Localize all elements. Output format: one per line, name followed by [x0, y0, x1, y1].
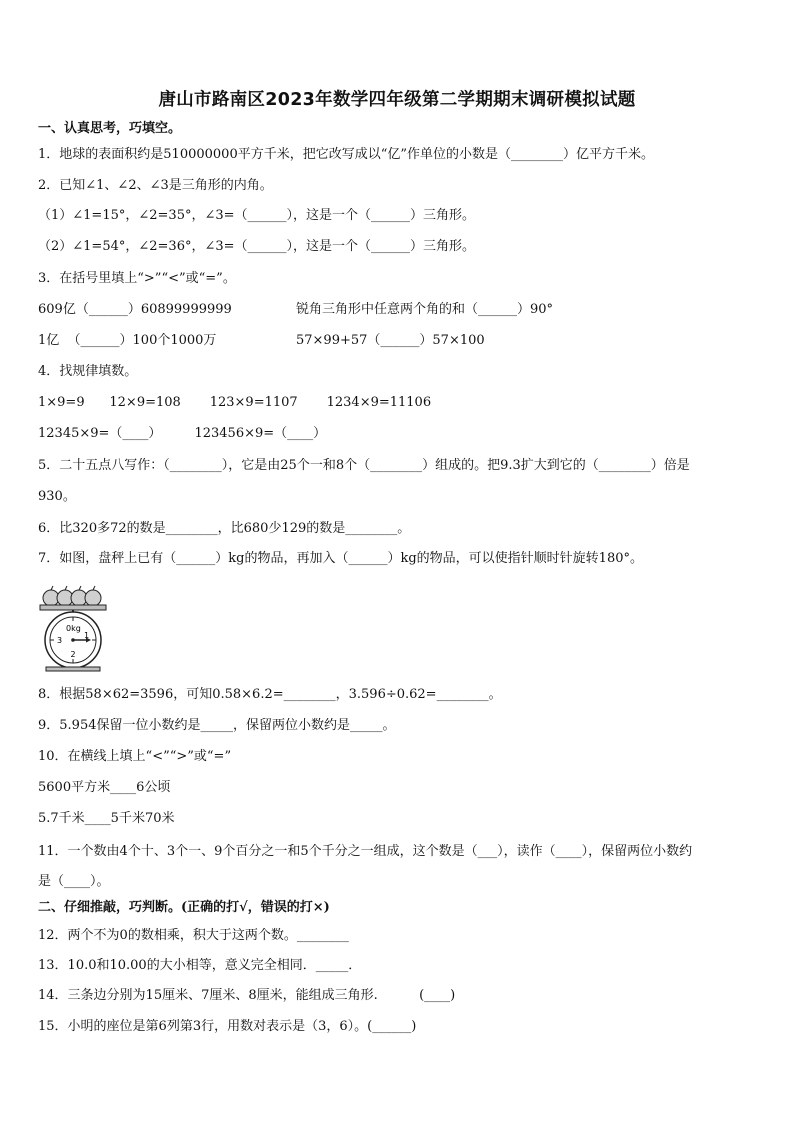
question-3-item-d: 57×99+57（______）57×100	[296, 333, 485, 348]
question-4-stem: 4．找规律填数。	[38, 364, 138, 379]
page-title: 唐山市路南区2023年数学四年级第二学期期末调研模拟试题	[158, 90, 636, 110]
question-3-item-b: 锐角三角形中任意两个角的和（______）90°	[296, 302, 554, 317]
question-3-item-c: 1亿 （______）100个1000万	[38, 333, 217, 348]
section-two-heading: 二、仔细推敲，巧判断。(正确的打√，错误的打×)	[38, 900, 330, 915]
scale-illustration	[36, 583, 116, 675]
question-13: 13．10.0和10.00的大小相等，意义完全相同．_____．	[38, 958, 362, 973]
question-2-stem: 2．已知∠1、∠2、∠3是三角形的内角。	[38, 178, 273, 193]
question-2-part-2: （2）∠1=54°，∠2=36°，∠3=（______），这是一个（______）三角形。	[38, 239, 476, 254]
question-7: 7．如图，盘秤上已有（______）kg的物品，再加入（______）kg的物品，可以使指针顺时针旋转180°。	[38, 551, 643, 566]
question-11-line-2: 是（____）。	[38, 874, 110, 889]
question-1: 1．地球的表面积约是510000000平方千米，把它改写成以“亿”作单位的小数是（________）亿平方千米。	[38, 147, 655, 162]
question-9: 9．5.954保留一位小数约是_____，保留两位小数约是_____。	[38, 718, 396, 733]
pan-scale-figure	[36, 583, 116, 675]
question-5-line-1: 5．二十五点八写作：（________），它是由25个一和8个（________）组成的。把9.3扩大到它的（________）倍是	[38, 458, 690, 473]
scale-unit-label: 0kg	[66, 624, 81, 633]
question-3-stem: 3．在括号里填上“>”“<”或“=”。	[38, 271, 236, 286]
section-one-heading: 一、认真思考，巧填空。	[38, 121, 182, 136]
question-4-row-1: 1×9=9 12×9=108 123×9=1107 1234×9=11106	[38, 395, 432, 410]
question-6: 6．比320多72的数是________，比680少129的数是________。	[38, 521, 411, 536]
scale-mark-right: 1	[84, 631, 90, 640]
question-10-item-a: 5600平方米____6公顷	[38, 780, 171, 795]
question-12: 12．两个不为0的数相乘，积大于这两个数。________	[38, 928, 349, 943]
question-3-item-a: 609亿（______）60899999999	[38, 302, 232, 317]
question-8: 8．根据58×62=3596，可知0.58×6.2=________，3.596÷0.62=________。	[38, 687, 502, 702]
question-5-line-2: 930。	[38, 489, 76, 504]
question-4-row-2: 12345×9=（____） 123456×9=（____）	[38, 426, 327, 441]
apple-4-icon	[85, 590, 101, 606]
scale-mark-bottom: 2	[70, 650, 76, 659]
question-15: 15．小明的座位是第6列第3行，用数对表示是（3，6）。(______)	[38, 1019, 417, 1034]
question-2-part-1: （1）∠1=15°，∠2=35°，∠3=（______），这是一个（______）三角形。	[38, 208, 476, 223]
question-10-item-b: 5.7千米____5千米70米	[38, 811, 175, 826]
question-11-line-1: 11．一个数由4个十、3个一、9个百分之一和5个千分之一组成，这个数是（___），读作（____），保留两位小数约	[38, 844, 693, 859]
question-14: 14．三条边分别为15厘米、7厘米、8厘米，能组成三角形. (____)	[38, 988, 456, 1003]
scale-pan	[40, 605, 106, 610]
scale-mark-left: 3	[57, 636, 63, 645]
scale-base	[46, 667, 100, 671]
question-10-stem: 10．在横线上填上“<”“>”或“=”	[38, 749, 232, 764]
